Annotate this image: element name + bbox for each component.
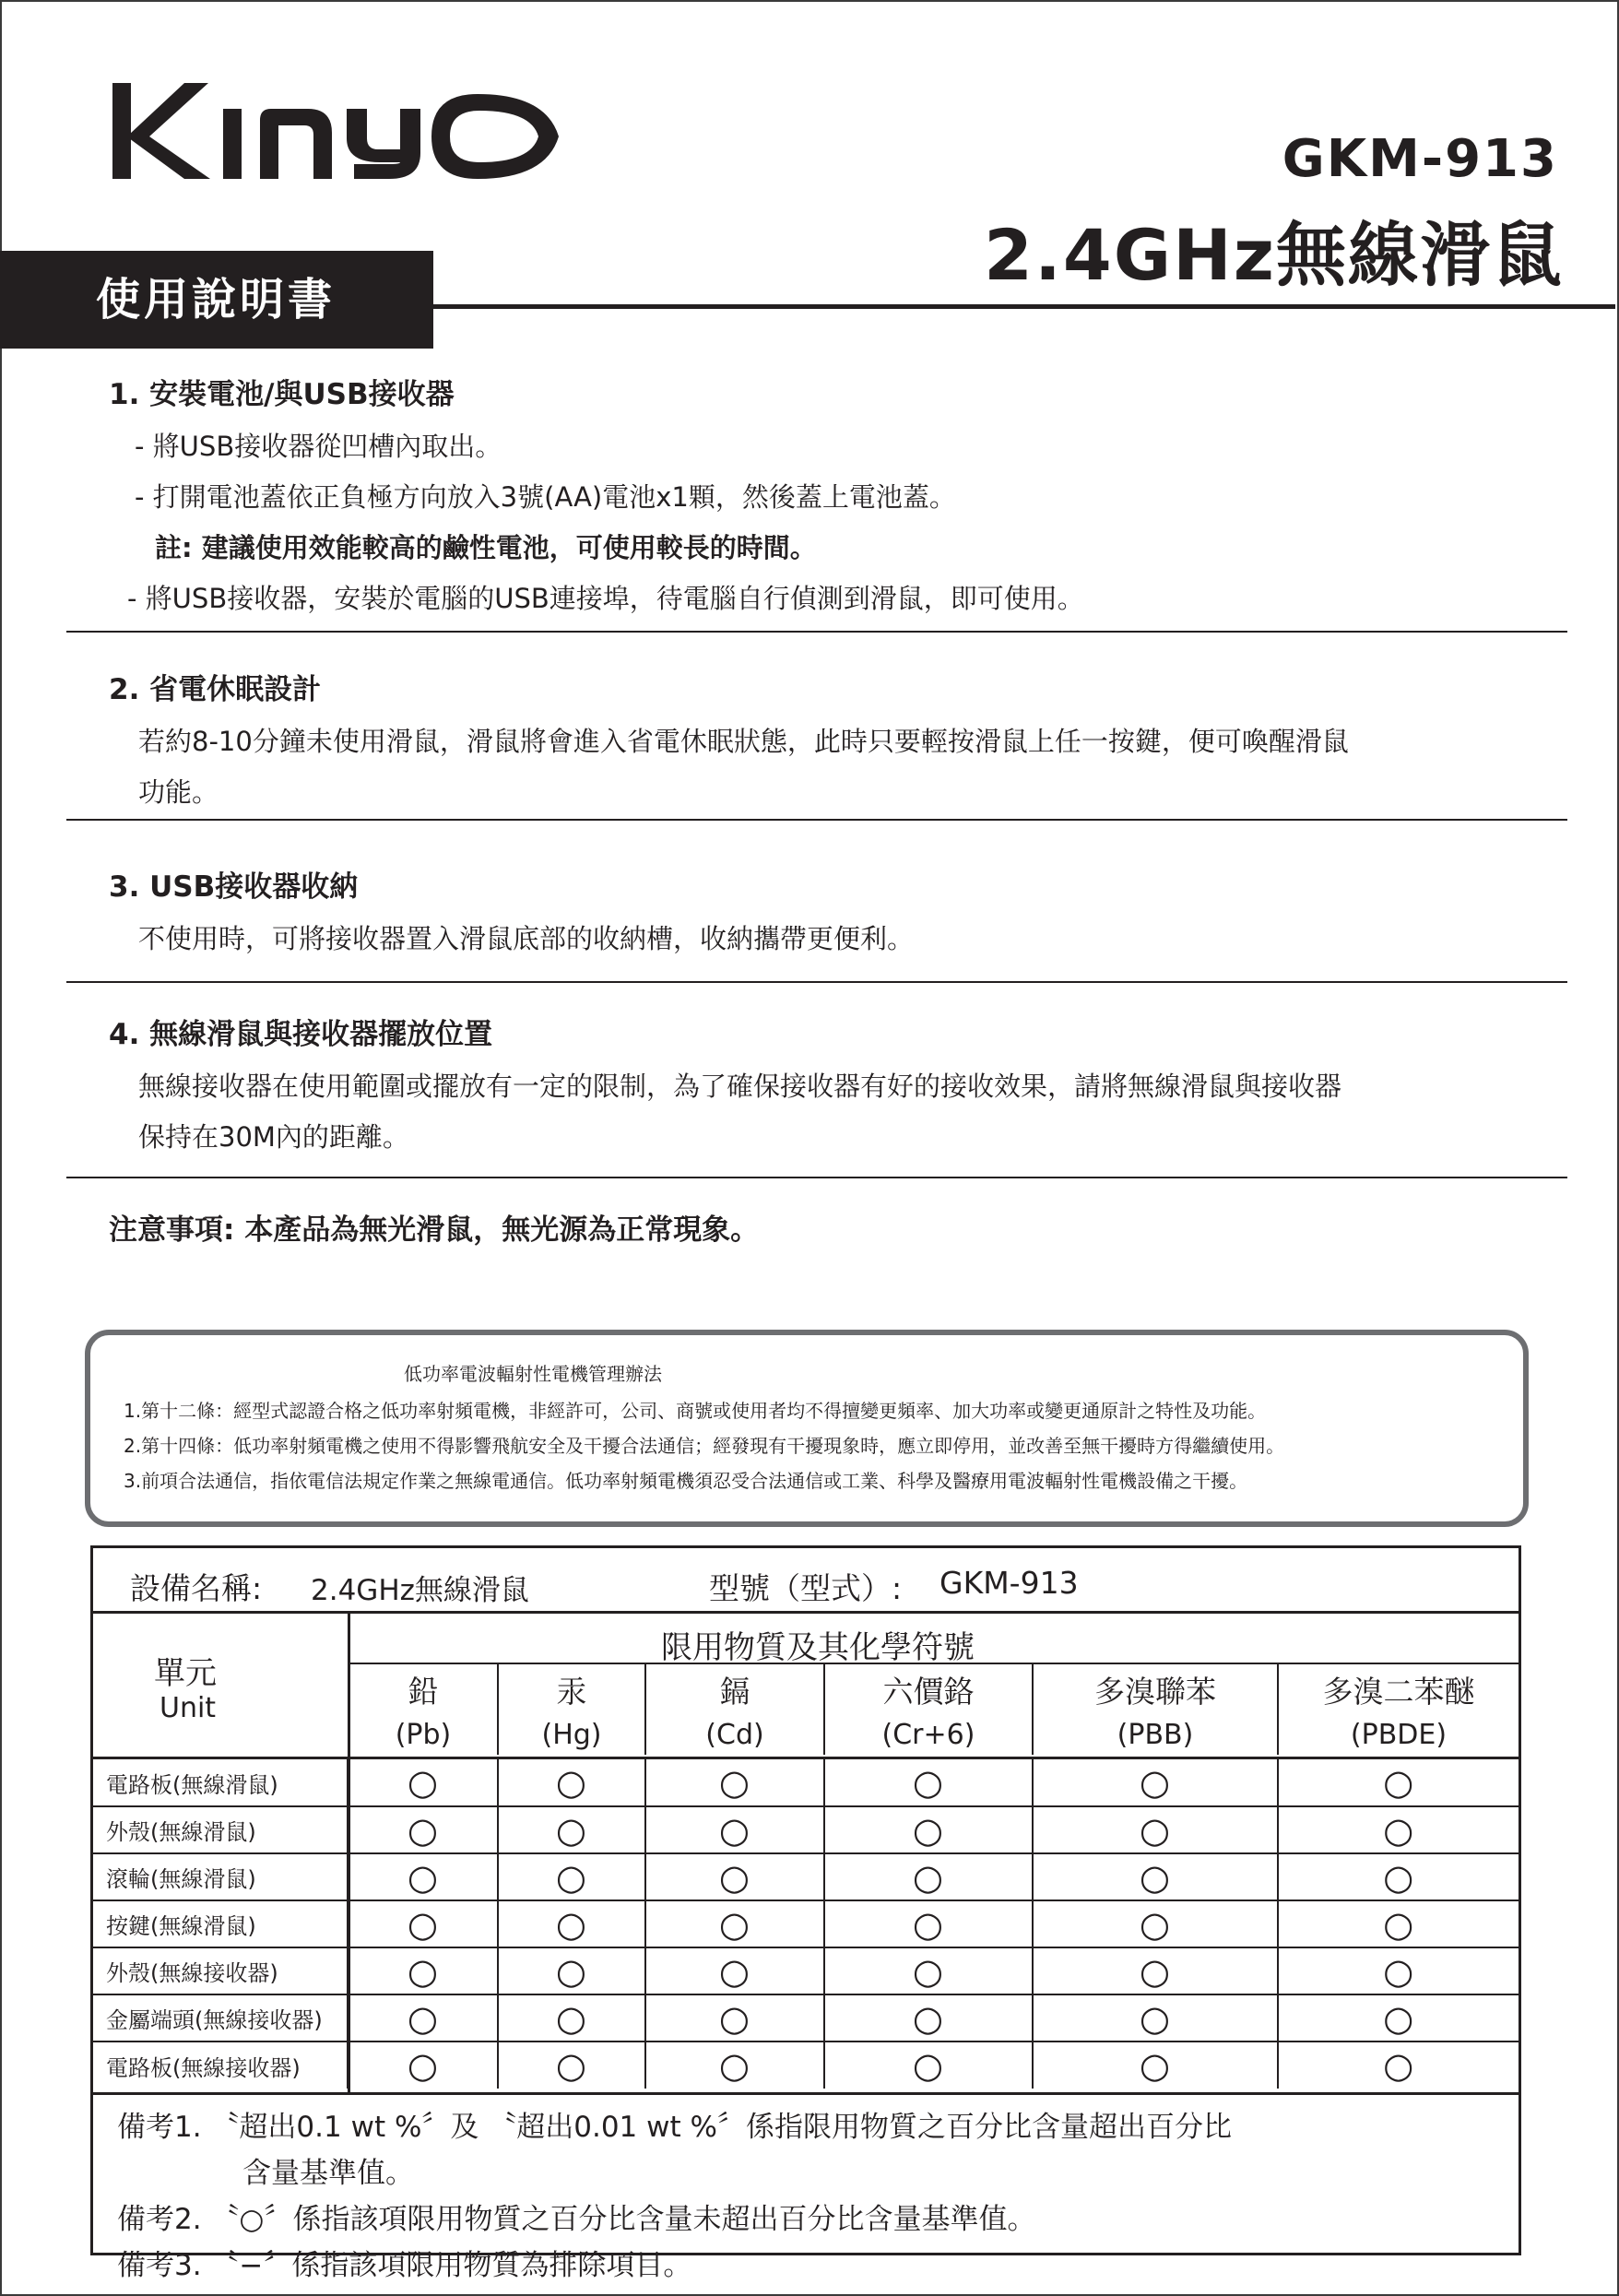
battery-note: 註: 建議使用效能較高的鹼性電池，可使用較長的時間。: [155, 532, 817, 563]
mark-cell: ○: [1033, 2042, 1278, 2089]
mark-cell: ○: [1278, 1806, 1519, 1853]
mark-cell: ○: [824, 1900, 1033, 1947]
regulation-box: [85, 1330, 1529, 1527]
regulation-title: 低功率電波輻射性電機管理辦法: [404, 1363, 662, 1385]
section-placement: [109, 1011, 1341, 1163]
unit-cell: 滾輪(無線滑鼠): [93, 1853, 348, 1900]
mark-cell: ○: [348, 1759, 498, 1806]
mark-cell: ○: [498, 1806, 645, 1853]
mark-cell: ○: [498, 2042, 645, 2089]
unit-cell: 外殼(無線接收器): [93, 1947, 348, 1994]
table-row: [93, 1806, 1519, 1853]
substance-cd: 鎘 (Cd): [645, 1664, 824, 1755]
unit-label-en: Unit: [160, 1692, 217, 1724]
model-label: 型號（型式）:: [709, 1570, 903, 1606]
caution-note: 注意事項: 本產品為無光滑鼠，無光源為正常現象。: [109, 1213, 760, 1247]
mark-cell: ○: [1278, 1853, 1519, 1900]
mark-cell: ○: [1033, 1994, 1278, 2042]
section-title: 4. 無線滑鼠與接收器擺放位置: [109, 1018, 493, 1051]
substance-pbde: 多溴二苯醚 (PBDE): [1322, 1674, 1475, 1751]
substance-header-row: [349, 1664, 1519, 1755]
regulation-item: 2.第十四條：低功率射頻電機之使用不得影響飛航安全及干擾合法通信；經發現有干擾現象時，應立即停用，並改善至無干擾時方得繼續使用。: [124, 1435, 1285, 1457]
mark-cell: ○: [824, 1806, 1033, 1853]
mark-cell: ○: [498, 1947, 645, 1994]
section-line: - 將USB接收器，安裝於電腦的USB連接埠，待電腦自行偵測到滑鼠，即可使用。: [127, 583, 1084, 614]
unit-cell: 按鍵(無線滑鼠): [93, 1900, 348, 1947]
table-row: [93, 1947, 1519, 1994]
unit-cell: 電路板(無線接收器): [93, 2042, 348, 2089]
unit-cell: 金屬端頭(無線接收器): [93, 1994, 348, 2042]
table-row: [93, 1994, 1519, 2042]
section-line: 保持在30M內的距離。: [138, 1121, 409, 1153]
mark-cell: ○: [1278, 1947, 1519, 1994]
mark-cell: ○: [348, 1900, 498, 1947]
substances-header: 限用物質及其化學符號: [661, 1629, 975, 1666]
mark-cell: ○: [1033, 1853, 1278, 1900]
mark-cell: ○: [1278, 1900, 1519, 1947]
unit-cell: 電路板(無線滑鼠): [93, 1759, 348, 1806]
section-divider: [66, 819, 1567, 821]
section-line: 無線接收器在使用範圍或擺放有一定的限制，為了確保接收器有好的接收效果，請將無線滑鼠與接收器: [138, 1071, 1342, 1102]
mark-cell: ○: [1383, 2045, 1414, 2086]
section-battery: [109, 371, 1084, 624]
mark-cell: ○: [1033, 1806, 1278, 1853]
mark-cell: ○: [824, 1994, 1033, 2042]
mark-cell: ○: [498, 1994, 645, 2042]
table-row: [93, 2042, 1519, 2089]
mark-cell: ○: [348, 2042, 498, 2089]
section-sleep: [109, 666, 1349, 818]
regulation-item: 3.前項合法通信，指依電信法規定作業之無線電通信。低功率射頻電機須忍受合法通信或工業、科學及醫療用電波輻射性電機設備之干擾。: [124, 1470, 1248, 1492]
mark-cell: ○: [1278, 1759, 1519, 1806]
mark-cell: ○: [645, 2042, 824, 2089]
section-divider: [66, 981, 1567, 983]
mark-cell: ○: [498, 1900, 645, 1947]
mark-cell: ○: [348, 1947, 498, 1994]
table-row: [93, 1900, 1519, 1947]
section-line: - 將USB接收器從凹槽內取出。: [135, 431, 502, 462]
section-title: 3. USB接收器收納: [109, 870, 359, 904]
note-1-cont: 含量基準值。: [242, 2157, 414, 2190]
model-number: GKM-913: [1282, 129, 1558, 189]
mark-cell: ○: [1278, 1994, 1519, 2042]
product-name: 2.4GHz無線滑鼠: [984, 214, 1564, 296]
mark-cell: ○: [645, 1853, 824, 1900]
unit-label: 單元: [154, 1655, 217, 1692]
section-divider: [66, 1177, 1567, 1178]
mark-cell: ○: [498, 1759, 645, 1806]
model-value: GKM-913: [939, 1565, 1079, 1601]
unit-cell: 外殼(無線滑鼠): [93, 1806, 348, 1853]
mark-cell: ○: [824, 2042, 1033, 2089]
kinyo-logo: [112, 81, 573, 184]
mark-cell: ○: [498, 1853, 645, 1900]
section-storage: [109, 863, 914, 965]
mark-cell: ○: [824, 1759, 1033, 1806]
section-line: 功能。: [138, 776, 219, 808]
manual-title: 使用說明書: [0, 251, 433, 349]
section-line: 不使用時，可將接收器置入滑鼠底部的收納槽，收納攜帶更便利。: [138, 923, 915, 954]
section-line: - 打開電池蓋依正負極方向放入3號(AA)電池x1顆，然後蓋上電池蓋。: [135, 481, 956, 513]
table-row: [93, 1759, 1519, 1806]
substance-pb: 鉛 (Pb): [349, 1664, 498, 1755]
rohs-table: [90, 1545, 1521, 2282]
mark-cell: ○: [645, 1947, 824, 1994]
section-title: 1. 安裝電池/與USB接收器: [109, 378, 455, 411]
note-2: 備考2. 〝○〞係指該項限用物質之百分比含量未超出百分比含量基準值。: [117, 2203, 1036, 2236]
mark-cell: ○: [1033, 1947, 1278, 1994]
mark-cell: ○: [824, 1853, 1033, 1900]
substance-hg: 汞 (Hg): [498, 1664, 645, 1755]
mark-cell: ○: [645, 1994, 824, 2042]
section-line: 若約8-10分鐘未使用滑鼠，滑鼠將會進入省電休眠狀態，此時只要輕按滑鼠上任一按鍵，便可喚醒滑鼠: [138, 726, 1349, 757]
mark-cell: ○: [824, 1947, 1033, 1994]
mark-cell: ○: [348, 1994, 498, 2042]
section-divider: [66, 631, 1567, 633]
mark-cell: ○: [348, 1806, 498, 1853]
device-name: 2.4GHz無線滑鼠: [311, 1574, 529, 1607]
substance-cr6: 六價鉻 (Cr+6): [824, 1664, 1033, 1755]
mark-cell: ○: [1033, 1759, 1278, 1806]
mark-cell: ○: [1033, 1900, 1278, 1947]
substance-pbb: 多溴聯苯 (PBB): [1033, 1664, 1278, 1755]
table-row: [93, 1853, 1519, 1900]
regulation-item: 1.第十二條：經型式認證合格之低功率射頻電機，非經許可，公司、商號或使用者均不得擅變更頻率、加大功率或變更通原計之特性及功能。: [124, 1400, 1267, 1422]
note-3: 備考3. 〝−〞係指該項限用物質為排除項目。: [117, 2249, 692, 2282]
mark-cell: ○: [348, 1853, 498, 1900]
mark-cell: ○: [645, 1759, 824, 1806]
header-divider: [433, 304, 1615, 309]
device-label: 設備名稱:: [130, 1570, 263, 1606]
rohs-body: [93, 1759, 1519, 2089]
note-1: 備考1. 〝超出0.1 wt %〞及 〝超出0.01 wt %〞係指限用物質之百分比含量超出百分比: [117, 2111, 1232, 2144]
mark-cell: ○: [645, 1900, 824, 1947]
section-title: 2. 省電休眠設計: [109, 673, 322, 706]
mark-cell: ○: [645, 1806, 824, 1853]
